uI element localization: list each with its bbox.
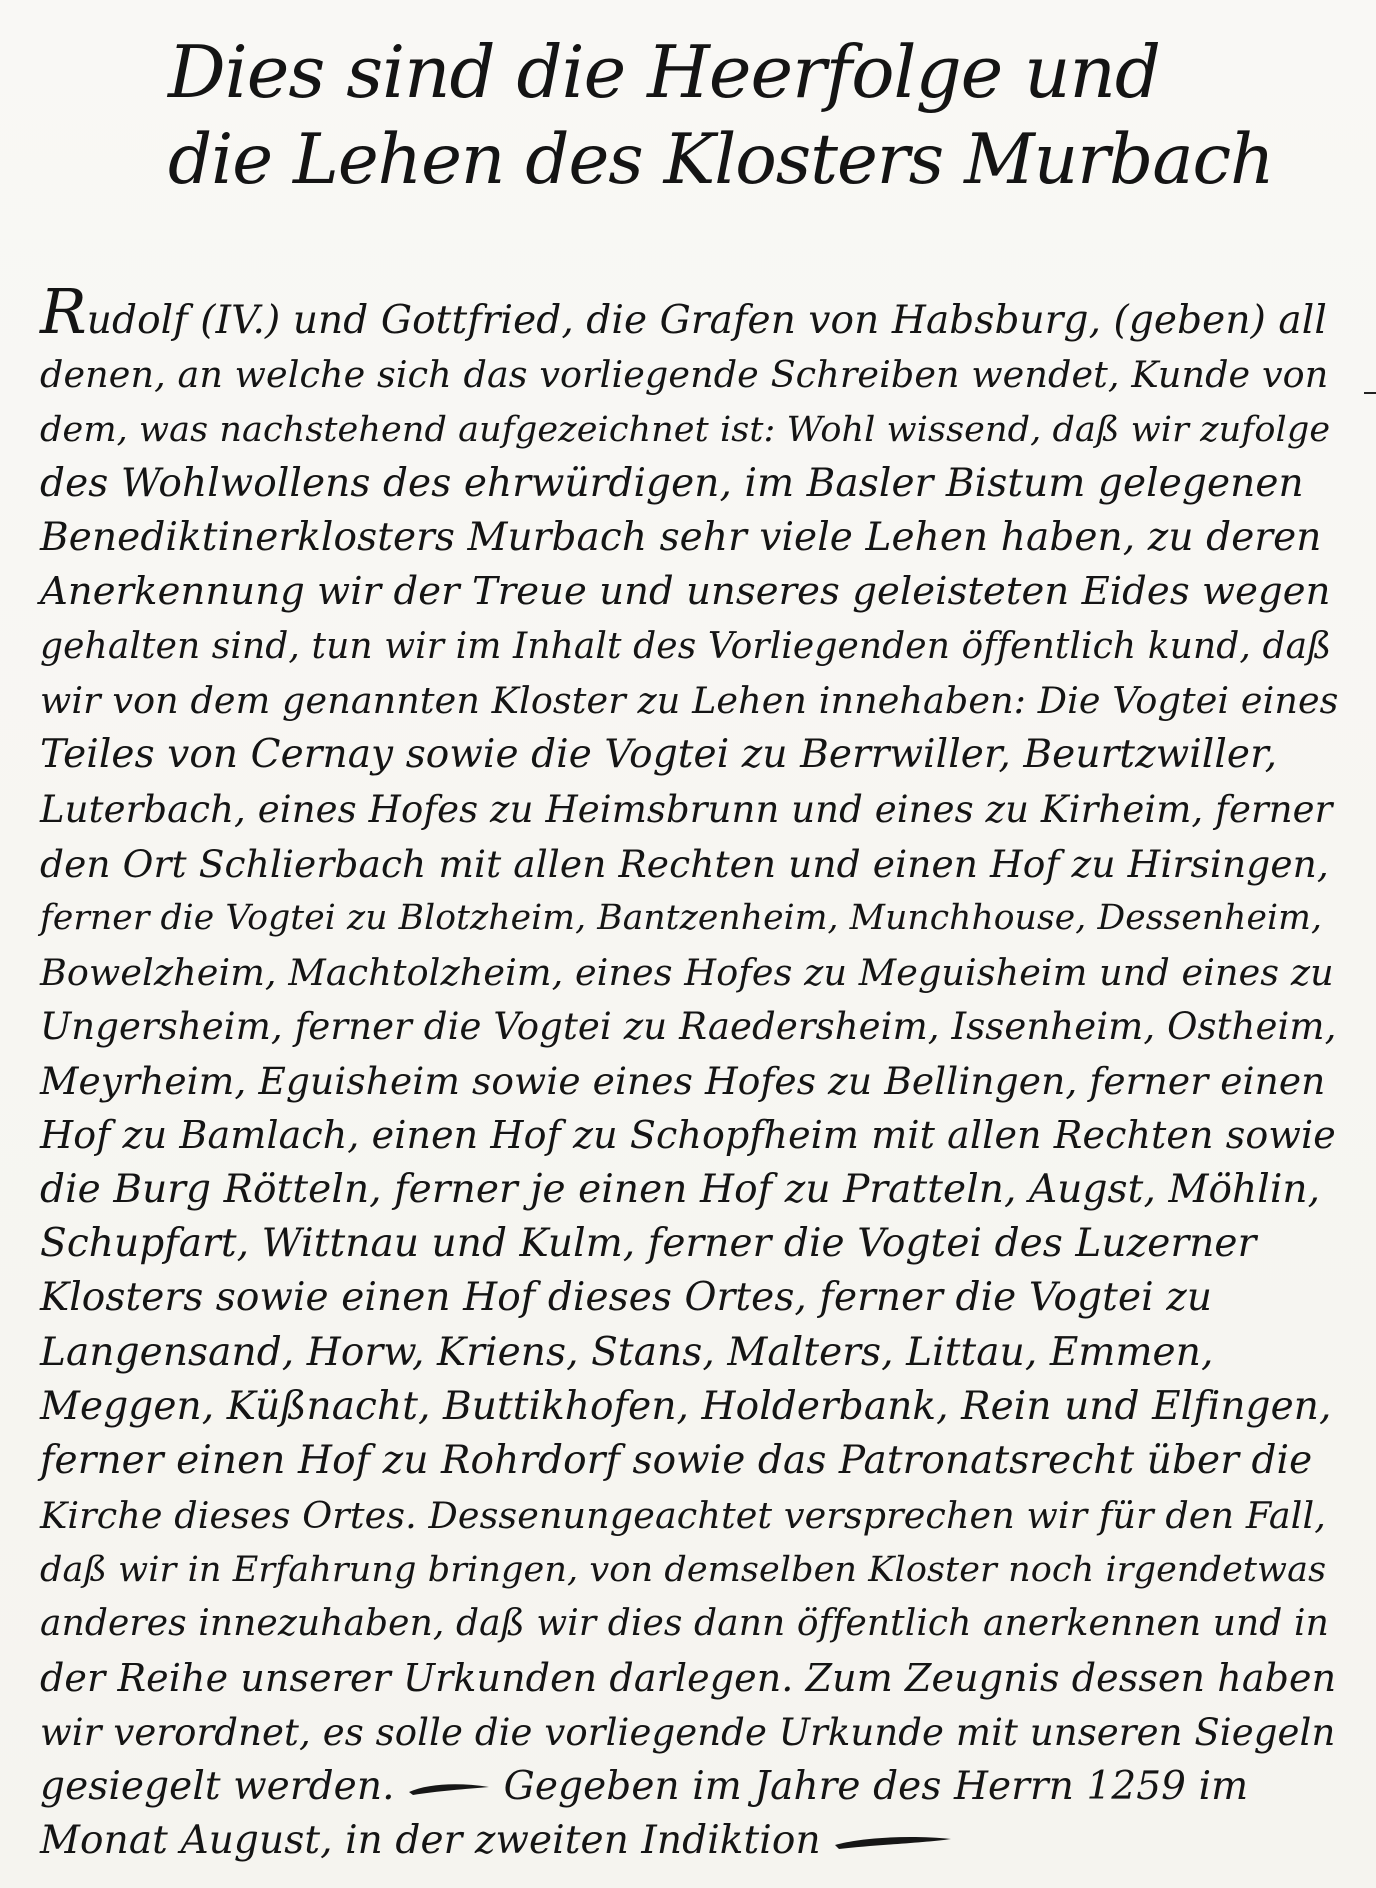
body-line-7: gehalten sind, tun wir im Inhalt des Vorliegenden öffentlich kund, daß [40, 625, 1332, 667]
document-body [40, 275, 1340, 1869]
body-line-22: ferner einen Hof zu Rohrdorf sowie das Patronatsrecht über die [40, 1438, 1313, 1484]
body-line-16: Hof zu Bamlach, einen Hof zu Schopfheim mit allen Rechten sowie [40, 1113, 1336, 1158]
body-line-20: Langensand, Horw, Kriens, Stans, Malters, Littau, Emmen, [40, 1329, 1214, 1375]
body-line-29 [40, 1814, 1340, 1868]
line-filler-flourish-icon [407, 1779, 491, 1799]
body-line-8: wir von dem genannten Kloster zu Lehen innehaben: Die Vogtei eines [40, 679, 1339, 723]
document-title [168, 28, 1274, 204]
body-line-26: der Reihe unserer Urkunden darlegen. Zum Zeugnis dessen haben [40, 1656, 1337, 1701]
body-line-27: wir verordnet, es solle die vorliegende Urkunde mit unseren Siegeln [40, 1710, 1336, 1754]
body-line-28 [40, 1760, 1340, 1814]
body-line-21: Meggen, Küßnacht, Buttikhofen, Holderbank, Rein und Elfingen, [40, 1383, 1332, 1429]
body-line-5: Benediktinerklosters Murbach sehr viele Lehen haben, zu deren [40, 515, 1322, 561]
body-line-11: den Ort Schlierbach mit allen Rechten und einen Hof zu Hirsingen, [40, 841, 1329, 886]
body-line-12: ferner die Vogtei zu Blotzheim, Bantzenheim, Munchhouse, Dessenheim, [40, 898, 1323, 939]
body-line-18: Schupfart, Wittnau und Kulm, ferner die Vogtei des Luzerner [40, 1221, 1257, 1267]
title-line-2: die Lehen des Klosters Murbach [168, 120, 1274, 200]
body-line-28-text: gesiegelt werden. [40, 1764, 395, 1810]
body-line-6: Anerkennung wir der Treue und unseres geleisteten Eides wegen [40, 569, 1331, 615]
body-line-15: Meyrheim, Eguisheim sowie eines Hofes zu Bellingen, ferner einen [40, 1059, 1326, 1104]
body-line-19: Klosters sowie einen Hof dieses Ortes, ferner die Vogtei zu [40, 1275, 1213, 1321]
body-line-17: die Burg Rötteln, ferner je einen Hof zu Pratteln, Augst, Möhlin, [40, 1166, 1321, 1212]
body-line-3: dem, was nachstehend aufgezeichnet ist: Wohl wissend, daß wir zufolge [40, 409, 1331, 450]
body-line-2: denen, an welche sich das vorliegende Schreiben wendet, Kunde von [40, 353, 1329, 397]
initial-letter: R [40, 275, 87, 348]
end-flourish-icon [833, 1833, 953, 1853]
body-line-25: anderes innezuhaben, daß wir dies dann öffentlich anerkennen und in [40, 1603, 1329, 1645]
body-line-23: Kirche dieses Ortes. Dessenungeachtet versprechen wir für den Fall, [40, 1493, 1326, 1537]
body-line-4: des Wohlwollens des ehrwürdigen, im Basler Bistum gelegenen [40, 460, 1304, 506]
body-line-10: Luterbach, eines Hofes zu Heimsbrunn und eines zu Kirheim, ferner [40, 787, 1333, 831]
body-line-1 [40, 275, 1340, 348]
title-line-1: Dies sind die Heerfolge und [168, 30, 1161, 114]
body-line-14: Ungersheim, ferner die Vogtei zu Raedersheim, Issenheim, Ostheim, [40, 1004, 1337, 1048]
margin-mark [1364, 392, 1376, 394]
body-line-24: daß wir in Erfahrung bringen, von demselben Kloster noch irgendetwas [40, 1549, 1327, 1590]
body-line-29-text: Monat August, in der zweiten Indiktion [40, 1818, 821, 1864]
body-line-1-text: udolf (IV.) und Gottfried, die Grafen von Habsburg, (geben) all [86, 298, 1327, 343]
body-line-28-dating: Gegeben im Jahre des Herrn 1259 im [503, 1764, 1249, 1810]
body-line-9: Teiles von Cernay sowie die Vogtei zu Berrwiller, Beurtzwiller, [40, 732, 1278, 778]
body-line-13: Bowelzheim, Machtolzheim, eines Hofes zu Meguisheim und eines zu [40, 950, 1334, 994]
